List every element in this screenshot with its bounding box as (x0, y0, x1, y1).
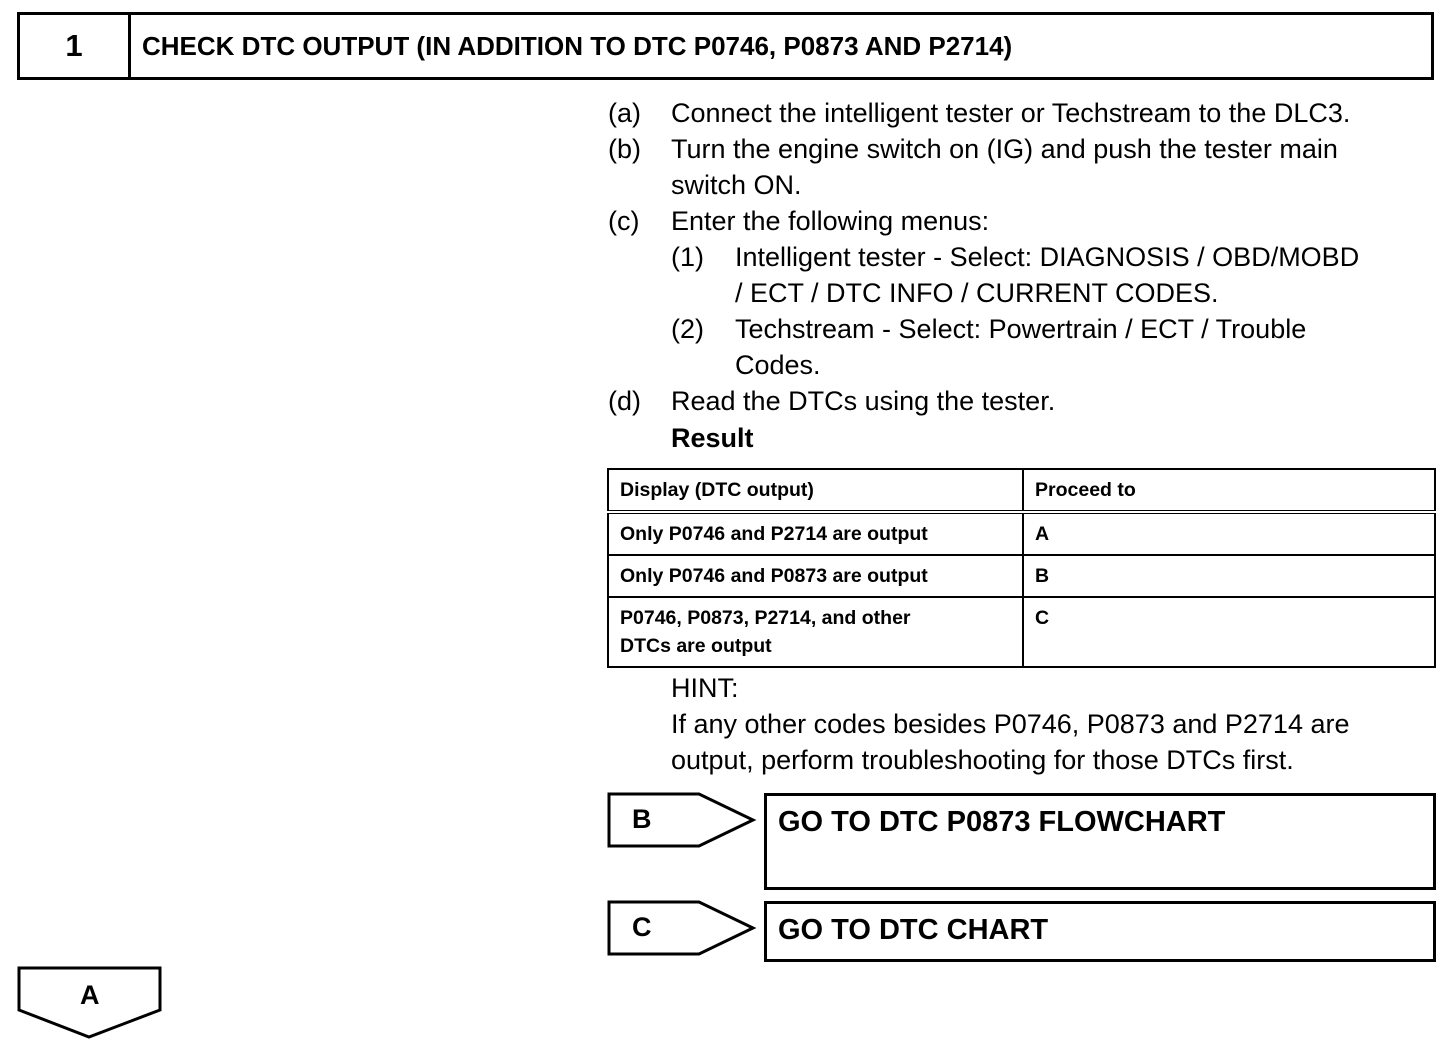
step-c1-text-line1: Intelligent tester - Select: DIAGNOSIS / OBD/MOBD (735, 242, 1360, 272)
row-proceed: B (1023, 555, 1435, 597)
table-row (608, 555, 1435, 597)
result-heading: Result (671, 423, 754, 453)
hint-text-line1: If any other codes besides P0746, P0873 and P2714 are (671, 709, 1350, 739)
flow-tag-c[interactable] (607, 900, 757, 958)
table-row (608, 512, 1435, 555)
flow-arrow-c-icon (607, 900, 757, 958)
go-to-p0873-flowchart[interactable]: GO TO DTC P0873 FLOWCHART (764, 793, 1436, 890)
flow-tag-a-letter: A (80, 980, 100, 1010)
flow-tag-a[interactable] (17, 966, 163, 1042)
row-proceed: A (1023, 512, 1435, 555)
step-number: 1 (20, 15, 131, 77)
table-header-row (608, 469, 1435, 512)
table-row (608, 597, 1435, 667)
step-a-text: Connect the intelligent tester or Techstream to the DLC3. (671, 98, 1351, 128)
step-a-label: (a) (608, 98, 641, 128)
hint-label: HINT: (671, 673, 739, 703)
flow-tag-b[interactable] (607, 792, 757, 850)
step-b-text-line1: Turn the engine switch on (IG) and push the tester main (671, 134, 1338, 164)
flow-tag-b-letter: B (632, 804, 652, 834)
row-display: Only P0746 and P0873 are output (608, 555, 1023, 597)
row-display: Only P0746 and P2714 are output (608, 512, 1023, 555)
row-proceed: C (1023, 597, 1435, 667)
step-header (17, 12, 1434, 80)
result-table (607, 468, 1436, 668)
step-c-label: (c) (608, 206, 640, 236)
column-header-display: Display (DTC output) (608, 469, 1023, 512)
step-c1-label: (1) (671, 242, 704, 272)
row-display-line1: P0746, P0873, P2714, and other (620, 607, 911, 629)
step-c-text: Enter the following menus: (671, 206, 990, 236)
flow-tag-c-letter: C (632, 912, 652, 942)
step-d-label: (d) (608, 386, 641, 416)
step-c2-text-line2: Codes. (735, 350, 821, 380)
go-to-dtc-chart[interactable]: GO TO DTC CHART (764, 901, 1436, 962)
step-title: CHECK DTC OUTPUT (IN ADDITION TO DTC P0746, P0873 AND P2714) (142, 30, 1013, 61)
flow-arrow-b-icon (607, 792, 757, 850)
step-c2-text-line1: Techstream - Select: Powertrain / ECT / Trouble (735, 314, 1307, 344)
step-d-text: Read the DTCs using the tester. (671, 386, 1056, 416)
step-c2-label: (2) (671, 314, 704, 344)
row-display-line2: DTCs are output (620, 635, 772, 657)
hint-text-line2: output, perform troubleshooting for those DTCs first. (671, 745, 1294, 775)
step-b-text-line2: switch ON. (671, 170, 802, 200)
step-b-label: (b) (608, 134, 641, 164)
column-header-proceed: Proceed to (1023, 469, 1435, 512)
row-display (608, 597, 1023, 667)
step-c1-text-line2: / ECT / DTC INFO / CURRENT CODES. (735, 278, 1219, 308)
